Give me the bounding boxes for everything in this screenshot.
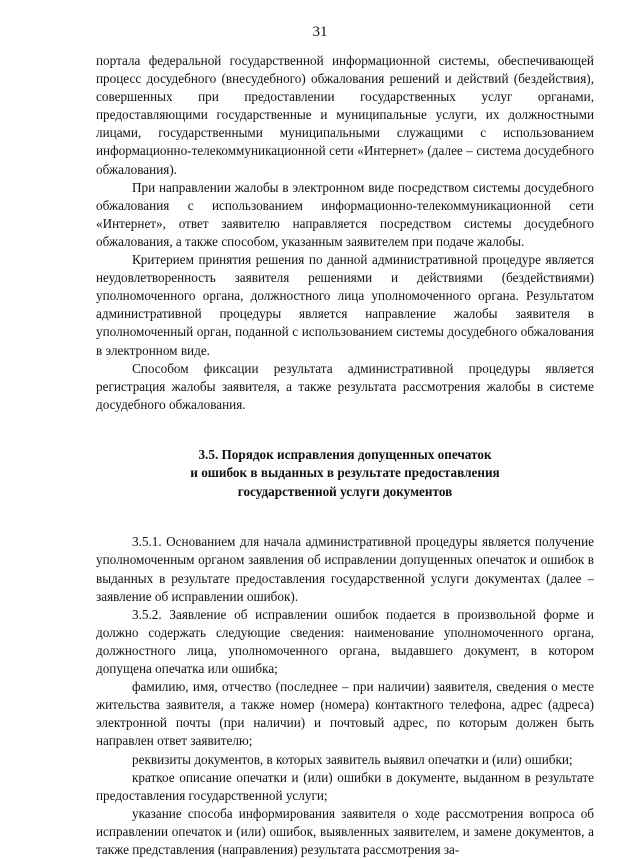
paragraph-applicant-details: фамилию, имя, отчество (последнее – при наличии) заявителя, сведения о месте жительства заявителя, а также номер (номера) контактного телефона, адрес (адреса) электронной почты (при наличии) и почтовый адрес, по которым должен быть направлен ответ заявителю; <box>96 679 594 749</box>
paragraph-decision-criterion: Критерием принятия решения по данной административной процедуре является неудовлетворенность заявителя решениями и действиями (бездействиями) уполномоченного органа, должностного лица уполномоченного органа. Результатом административной процедуры является направление жалобы заявителя в уполномоченный орган, поданной с использованием системы досудебного обжалования в электронном виде. <box>96 252 594 358</box>
section-heading-line: государственной услуги документов <box>237 483 453 499</box>
paragraph-continuation: портала федеральной государственной информационной системы, обеспечивающей процесс досудебного (внесудебного) обжалования решений и действий (бездействия), совершенных при предоставлении государственных услуг органами, предоставляющими государственные и муниципальные услуги, их должностными лицами, государственными муниципальными служащими с использованием информационно-телекоммуникационной сети «Интернет» (далее – система досудебного обжалования). <box>96 53 594 177</box>
paragraph-3-5-1: 3.5.1. Основанием для начала административной процедуры является получение уполномоченным органом заявления об исправлении допущенных опечаток и ошибок в выданных в результате предоставления государственной услуги документах (далее – заявление об исправлении ошибок). <box>96 534 594 604</box>
paragraph-result-fixation: Способом фиксации результата административной процедуры является регистрация жалобы заявителя, а также результата рассмотрения жалобы в системе досудебного обжалования. <box>96 360 594 412</box>
section-heading-line: 3.5. Порядок исправления допущенных опечаток <box>198 446 492 462</box>
document-body <box>96 52 594 859</box>
paragraph-electronic-complaint: При направлении жалобы в электронном виде посредством системы досудебного обжалования с использованием информационно-телекоммуникационной сети «Интернет», ответ заявителю направляется посредством системы досудебного обжалования, а также способом, указанным заявителем при подаче жалобы. <box>96 179 594 249</box>
section-heading-line: и ошибок в выданных в результате предоставления <box>190 465 500 481</box>
paragraph-3-5-2: 3.5.2. Заявление об исправлении ошибок подается в произвольной форме и должно содержать следующие сведения: наименование уполномоченного органа, должностного лица, уполномоченного органа, выдавшего документ, в котором допущена опечатка или ошибка; <box>96 606 594 677</box>
page-number: 31 <box>312 24 328 40</box>
paragraph-document-requisites: реквизиты документов, в которых заявитель выявил опечатки и (или) ошибки; <box>132 751 573 767</box>
paragraph-error-description: краткое описание опечатки и (или) ошибки в документе, выданном в результате предоставления государственной услуги; <box>96 769 594 803</box>
paragraph-notification-method: указание способа информирования заявителя о ходе рассмотрения вопроса об исправлении опечаток и (или) ошибок, выявленных заявителем, и замене документов, а также представления (направления) результата рассмотрения за- <box>96 805 594 857</box>
section-heading <box>96 446 594 502</box>
